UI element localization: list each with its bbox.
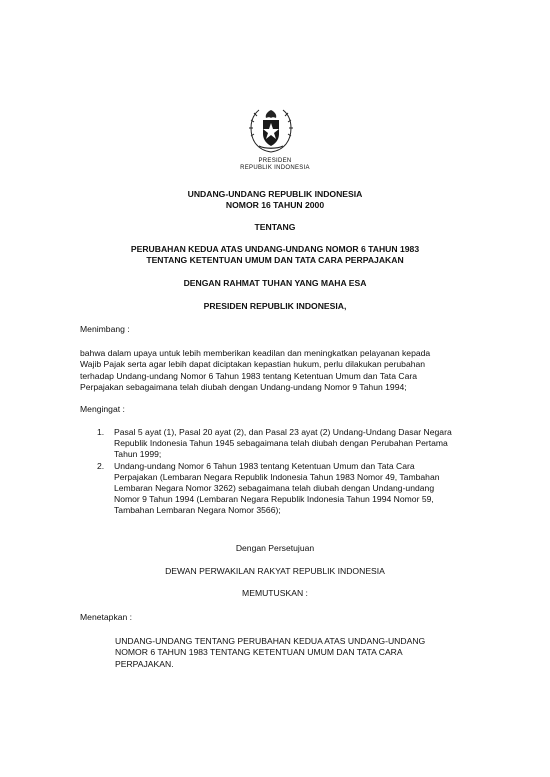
list-item-line: Undang-undang Nomor 6 Tahun 1983 tentang Ketentuan Umum dan Tata Cara [114, 460, 415, 471]
menimbang-label: Menimbang : [80, 324, 130, 334]
list-item-line: Nomor 9 Tahun 1994 (Lembaran Negara Republik Indonesia Tahun 1994 Nomor 59, [114, 494, 434, 505]
list-item-line: Tahun 1999; [114, 449, 162, 460]
consent-line: Dengan Persetujuan [235, 543, 315, 553]
list-item-line: Perpajakan (Lembaran Negara Republik Indonesia Tahun 1983 Nomor 49, Tambahan [114, 471, 440, 482]
menetapkan-label: Menetapkan : [80, 612, 133, 622]
list-item-number: 1. [97, 427, 105, 437]
about-heading: TENTANG [254, 222, 296, 232]
menetapkan-line: PERPAJAKAN. [115, 658, 174, 669]
law-subject-line-1: PERUBAHAN KEDUA ATAS UNDANG-UNDANG NOMOR 6 TAHUN 1983 [130, 244, 420, 254]
menetapkan-paragraph [115, 636, 475, 670]
menimbang-paragraph [80, 348, 480, 394]
decides-line: MEMUTUSKAN : [242, 588, 308, 598]
house-line: DEWAN PERWAKILAN RAKYAT REPUBLIK INDONESIA [165, 566, 385, 576]
menimbang-line: bahwa dalam upaya untuk lebih memberikan keadilan dan meningkatkan pelayanan kepada [80, 348, 431, 358]
list-item-line: Lembaran Negara Nomor 3262) sebagaimana telah diubah dengan Undang-undang [114, 483, 435, 494]
blessing-line: DENGAN RAHMAT TUHAN YANG MAHA ESA [183, 278, 367, 288]
law-number: NOMOR 16 TAHUN 2000 [225, 200, 325, 210]
menimbang-line: Wajib Pajak serta agar lebih dapat diciptakan kepastian hukum, perlu dilakukan perubahan [80, 359, 426, 370]
list-item-line: Pasal 5 ayat (1), Pasal 20 ayat (2), dan Pasal 23 ayat (2) Undang-Undang Dasar Negara [114, 427, 452, 437]
list-item [80, 461, 480, 517]
law-subject-line-2: TENTANG KETENTUAN UMUM DAN TATA CARA PERPAJAKAN [146, 255, 404, 265]
menetapkan-line: UNDANG-UNDANG TENTANG PERUBAHAN KEDUA ATAS UNDANG-UNDANG [115, 636, 426, 646]
menimbang-line: terhadap Undang-undang Nomor 6 Tahun 1983 tentang Ketentuan Umum dan Tata Cara [80, 370, 417, 381]
emblem-caption-president: PRESIDEN [258, 158, 292, 164]
list-item [80, 427, 480, 461]
law-title: UNDANG-UNDANG REPUBLIK INDONESIA [187, 189, 363, 199]
list-item-line: Republik Indonesia Tahun 1945 sebagaimana telah diubah dengan Perubahan Pertama [114, 438, 448, 449]
mengingat-list [80, 427, 480, 517]
garuda-emblem-icon [245, 104, 297, 156]
emblem-caption-republic: REPUBLIK INDONESIA [240, 165, 310, 171]
list-item-line: Tambahan Lembaran Negara Nomor 3566); [114, 505, 281, 516]
menetapkan-line: NOMOR 6 TAHUN 1983 TENTANG KETENTUAN UMUM DAN TATA CARA [115, 647, 403, 658]
mengingat-label: Mengingat : [80, 404, 125, 414]
president-line: PRESIDEN REPUBLIK INDONESIA, [203, 301, 347, 311]
menimbang-line: Perpajakan sebagaimana telah diubah dengan Undang-undang Nomor 9 Tahun 1994; [80, 382, 407, 393]
list-item-number: 2. [97, 460, 105, 471]
